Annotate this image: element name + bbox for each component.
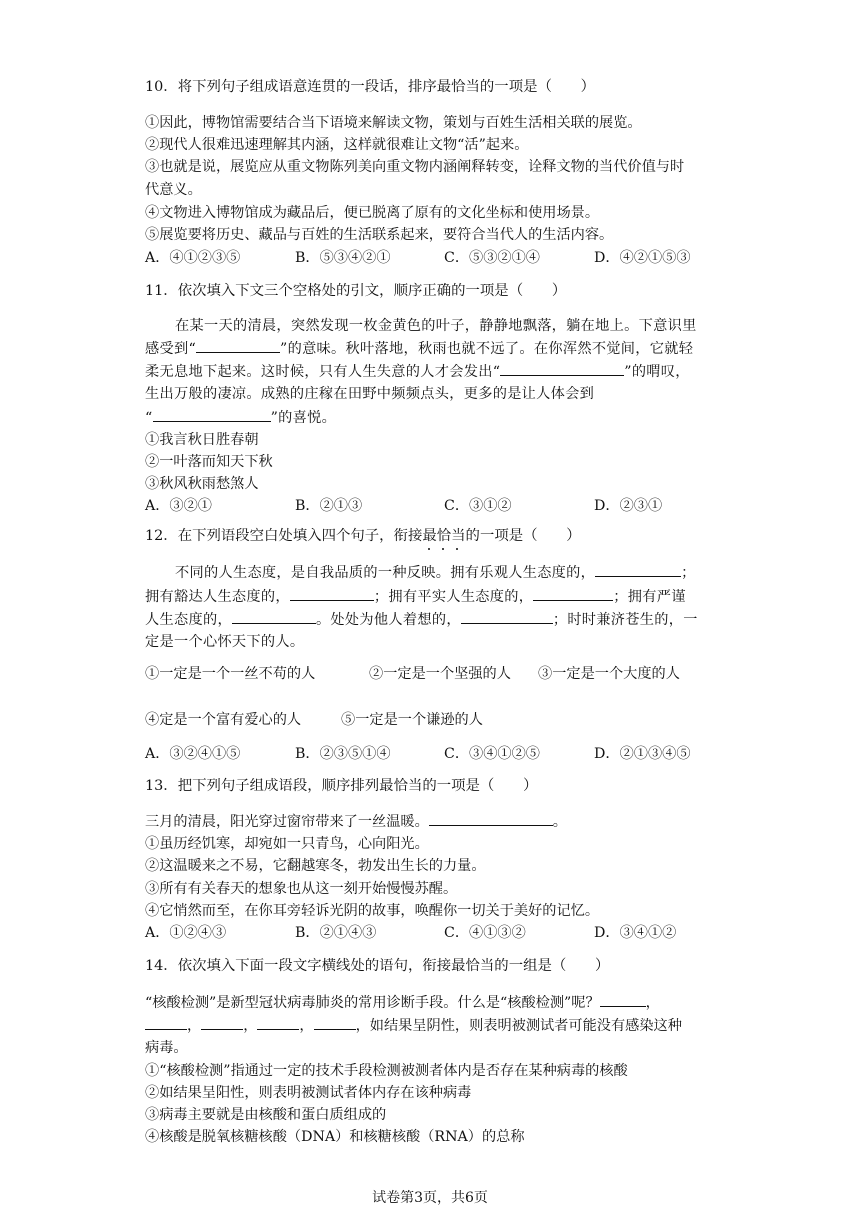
q11-stem: 11．依次填入下文三个空格处的引文，顺序正确的一项是（ ） [145,283,567,299]
q11-quote-2: ②一叶落而知天下秋 [145,454,273,470]
q12-sentence-2: ②一定是一个坚强的人 [369,666,511,682]
q10-sentence-3b: 代意义。 [145,182,202,198]
q14-blank-5[interactable] [314,1015,356,1030]
q12-stem [145,526,581,546]
q12-passage-line-3: 人生态度的， 。处处为他人着想的， ；时时兼济苍生的，一 [145,609,698,630]
q10-sentence-4: ④文物进入博物馆成为藏品后，便已脱离了原有的文化坐标和使用场景。 [145,205,600,221]
q11-passage-line-5 [145,407,336,428]
q12-stem-text: 的一项是（ ） [465,528,581,544]
q13-option-c[interactable]: C．④①③② [444,925,526,941]
q11-passage-line-1: 在某一天的清晨，突然发现一枚金黄色的叶子，静静地飘落，躺在地上。下意识里 [175,318,697,334]
q13-stem: 13．把下列句子组成语段，顺序排列最恰当的一项是（ ） [145,778,538,794]
q11-text: 感受到“ [145,341,197,357]
q12-sentence-1: ①一定是一个一丝不苟的人 [145,666,316,682]
q10-sentence-3a: ③也就是说，展览应从重文物陈列美向重文物内涵阐释转变，诠释文物的当代价值与时 [145,159,685,175]
q12-passage-line-1: 不同的人生态度，是自我品质的一种反映。拥有乐观人生态度的， ； [175,562,696,583]
q13-option-a[interactable]: A．①②④③ [145,925,227,941]
q14-stem: 14．依次填入下面一段文字横线处的语句，衔接最恰当的一组是（ ） [145,958,610,974]
q12-passage-line-2: 拥有豁达人生态度的， ；拥有平实人生态度的， ；拥有严谨 [145,586,686,607]
q14-sentence-2: ②如结果呈阳性，则表明被测试者体内存在该种病毒 [145,1085,472,1101]
q12-option-d[interactable]: D．②①③④⑤ [594,746,691,762]
q14-blank-4[interactable] [257,1015,299,1030]
q14-passage-line-1: “核酸检测”是新型冠状病毒肺炎的常用诊断手段。什么是“核酸检测”呢？ ， [145,992,660,1013]
q11-quote-3: ③秋风秋雨愁煞人 [145,476,259,492]
q12-sentence-3: ③一定是一个大度的人 [538,666,680,682]
q13-option-b[interactable]: B．②①④③ [295,925,377,941]
q12-option-b[interactable]: B．②③⑤①④ [295,746,391,762]
q14-blank-1[interactable] [600,992,646,1007]
q10-option-a[interactable]: A．④①②③⑤ [145,250,241,266]
q13-sentence-3: ③所有有关春天的想象也从这一刻开始慢慢苏醒。 [145,881,458,897]
q11-text: ”的喟叹， [624,364,690,380]
q10-stem: 10．将下列句子组成语意连贯的一段话，排序最恰当的一项是（ ） [145,79,596,95]
q12-blank-3[interactable] [533,586,613,601]
page-footer: 试卷第3页，共6页 [372,1190,488,1206]
q14-blank-2[interactable] [145,1015,187,1030]
q11-option-d[interactable]: D．②③① [594,498,663,514]
q12-blank-4[interactable] [232,609,316,624]
q12-sentence-4: ④定是一个富有爱心的人 [145,712,302,728]
q11-text: ”的意味。秋叶落地，秋雨也就不远了。在你浑然不觉间，它就轻 [280,341,694,357]
q13-sentence-4: ④它悄然而至，在你耳旁轻诉光阴的故事，唤醒你一切关于美好的记忆。 [145,903,600,919]
q11-text: ”的喜悦。 [270,410,337,426]
q11-quote-1: ①我言秋日胜春朝 [145,432,259,448]
q12-emphasis: 最恰当 [422,528,465,544]
q14-passage-line-3: 病毒。 [145,1040,188,1056]
q11-option-c[interactable]: C．③①② [444,498,512,514]
q13-option-d[interactable]: D．③④①② [594,925,677,941]
q12-sentence-5: ⑤一定是一个谦逊的人 [341,712,483,728]
q10-option-d[interactable]: D．④②①⑤③ [594,250,691,266]
q13-sentence-1: ①虽历经饥寒，却宛如一只青鸟，心向阳光。 [145,836,429,852]
q10-option-b[interactable]: B．⑤③④②① [295,250,391,266]
q12-blank-1[interactable] [595,562,681,577]
q14-passage-line-2: ， ， ， ，如结果呈阴性，则表明被测试者可能没有感染这种 [145,1015,682,1036]
q14-sentence-3: ③病毒主要就是由核酸和蛋白质组成的 [145,1107,387,1123]
q12-stem-text: 12．在下列语段空白处填入四个句子，衔接 [145,528,423,544]
q12-option-c[interactable]: C．③④①②⑤ [444,746,540,762]
q14-blank-3[interactable] [201,1015,243,1030]
q10-sentence-1: ①因此，博物馆需要结合当下语境来解读文物，策划与百姓生活相关联的展览。 [145,115,642,131]
q11-text: 柔无息地下起来。这时候，只有人生失意的人才会发出“ [145,364,501,380]
q13-blank[interactable] [429,811,553,826]
q10-sentence-5: ⑤展览要将历史、藏品与百姓的生活联系起来，要符合当代人的生活内容。 [145,227,614,243]
q11-option-b[interactable]: B．②①③ [295,498,363,514]
q12-passage-line-4: 定是一个心怀天下的人。 [145,634,305,650]
q13-lead: 三月的清晨，阳光穿过窗帘带来了一丝温暖。 。 [145,811,567,832]
q12-blank-2[interactable] [290,586,374,601]
q11-passage-line-2 [145,338,693,359]
q11-blank-1[interactable] [196,338,280,353]
q11-option-a[interactable]: A．③②① [145,498,212,514]
q12-option-a[interactable]: A．③②④①⑤ [145,746,241,762]
q11-blank-2[interactable] [500,361,624,376]
q10-option-c[interactable]: C．⑤③②①④ [444,250,540,266]
q14-sentence-4: ④核酸是脱氧核糖核酸（DNA）和核糖核酸（RNA）的总称 [145,1129,525,1145]
q11-passage-line-4: 生出万般的凄凉。成熟的庄稼在田野中频频点头，更多的是让人体会到 [145,386,595,402]
q14-sentence-1: ①“核酸检测”指通过一定的技术手段检测被测者体内是否存在某种病毒的核酸 [145,1063,628,1079]
q10-sentence-2: ②现代人很难迅速理解其内涵，这样就很难让文物“活”起来。 [145,137,529,153]
q11-passage-line-3 [145,361,690,382]
q11-text: “ [145,410,153,426]
q12-blank-5[interactable] [461,609,553,624]
q11-blank-3[interactable] [153,407,271,422]
q13-sentence-2: ②这温暖来之不易，它翻越寒冬，勃发出生长的力量。 [145,858,486,874]
